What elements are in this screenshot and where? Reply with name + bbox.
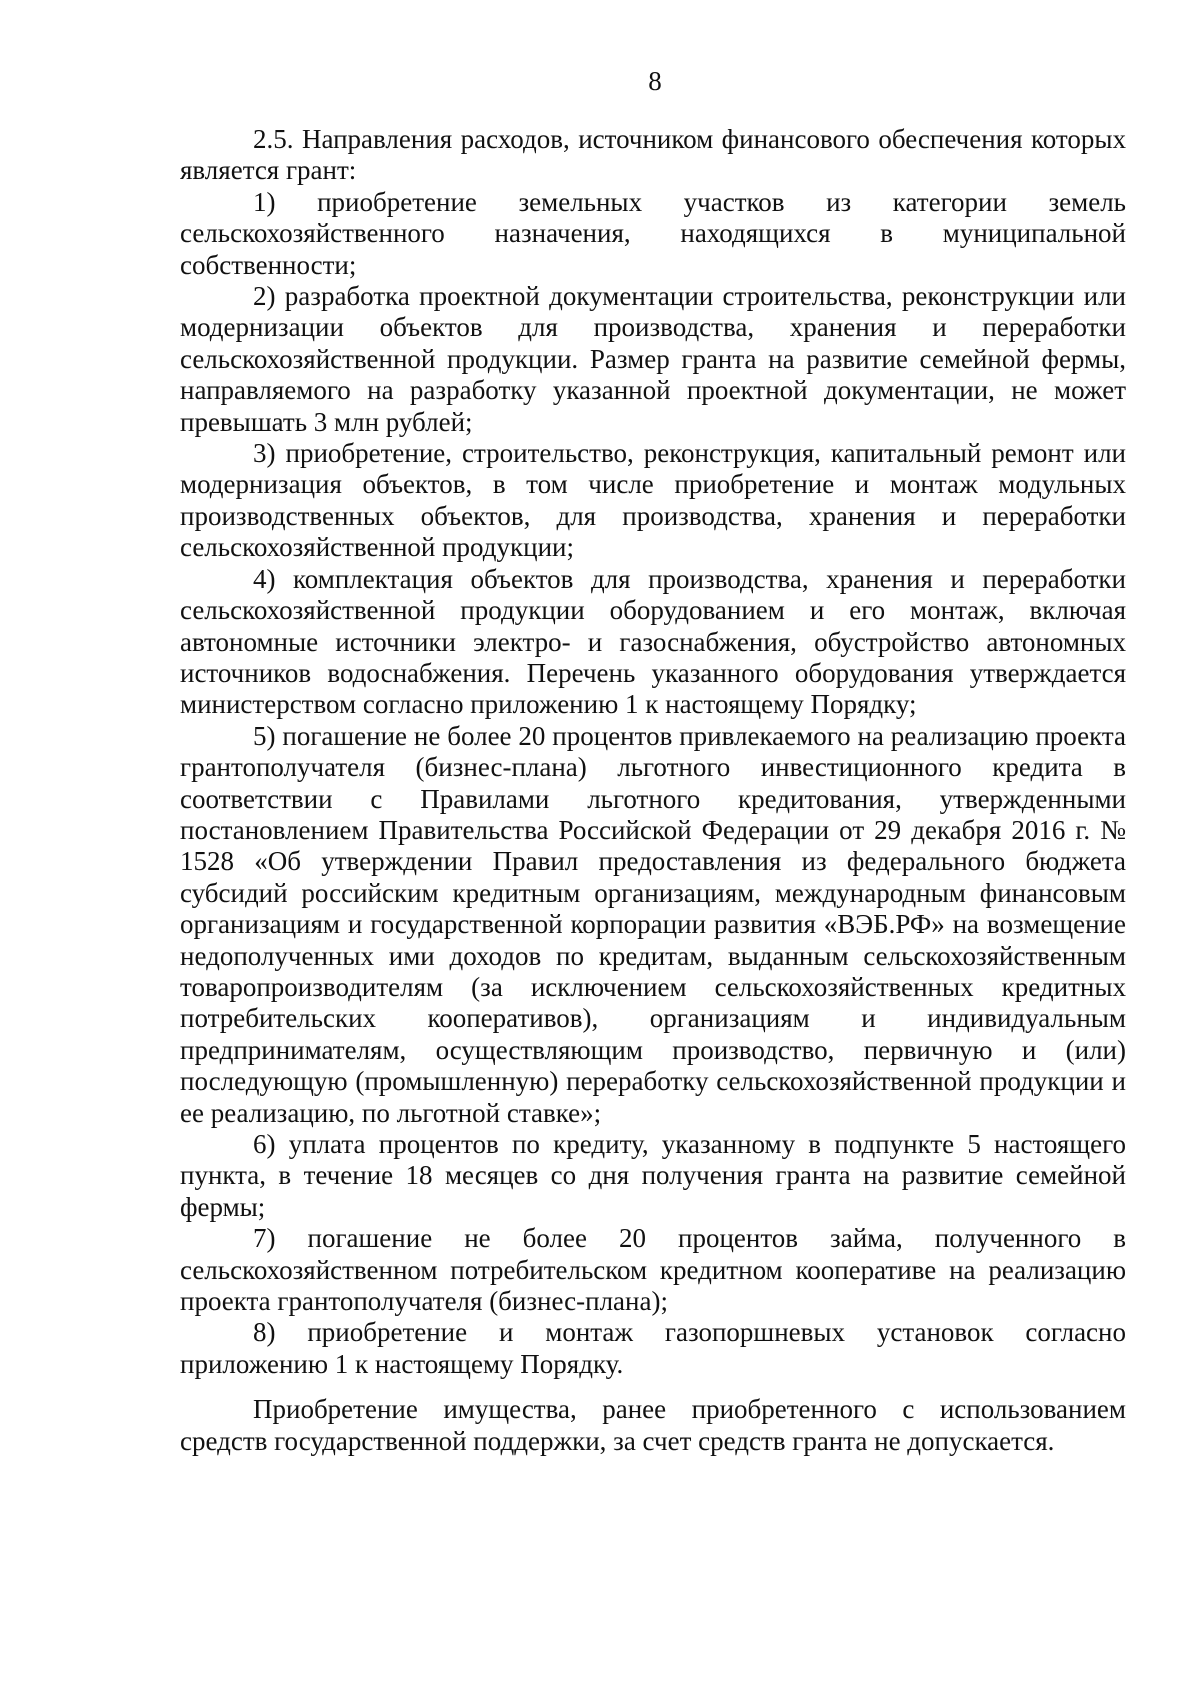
list-item-6: 6) уплата процентов по кредиту, указанному в подпункте 5 настоящего пункта, в течение 18 месяцев со дня получения гранта на развитие семейной фермы; — [180, 1129, 1126, 1222]
list-item-2: 2) разработка проектной документации строительства, реконструкции или модернизации объектов для производства, хранения и переработки сельскохозяйственной продукции. Размер гранта на развитие семейной фермы, направляемого на разработку указанной проектной документации, не может превышать 3 млн рублей; — [180, 281, 1126, 437]
list-item-8: 8) приобретение и монтаж газопоршневых установок согласно приложению 1 к настоящему Порядку. — [180, 1317, 1126, 1379]
page-number: 8 — [648, 66, 662, 96]
section-heading-2-5: 2.5. Направления расходов, источником финансового обеспечения которых является грант: — [180, 124, 1126, 186]
list-item-3: 3) приобретение, строительство, реконструкция, капитальный ремонт или модернизация объектов, в том числе приобретение и монтаж модульных производственных объектов, для производства, хранения и переработки сельскохозяйственной продукции; — [180, 438, 1126, 563]
list-item-5: 5) погашение не более 20 процентов привлекаемого на реализацию проекта грантополучателя (бизнес-плана) льготного инвестиционного кредита в соответствии с Правилами льготного кредитования, утвержденными постановлением Правительства Российской Федерации от 29 декабря 2016 г. № 1528 «Об утверждении Правил предоставления из федерального бюджета субсидий российским кредитным организациям, международным финансовым организациям и государственной корпорации развития «ВЭБ.РФ» на возмещение недополученных ими доходов по кредитам, выданным сельскохозяйственным товаропроизводителям (за исключением сельскохозяйственных кредитных потребительских кооперативов), организациям и индивидуальным предпринимателям, осуществляющим производство, первичную и (или) последующую (промышленную) переработку сельскохозяйственной продукции и ее реализацию, по льготной ставке»; — [180, 720, 1126, 1128]
closing-paragraph: Приобретение имущества, ранее приобретенного с использованием средств государственной поддержки, за счет средств гранта не допускается. — [180, 1394, 1126, 1456]
list-item-7: 7) погашение не более 20 процентов займа, полученного в сельскохозяйственном потребительском кредитном кооперативе на реализацию проекта грантополучателя (бизнес-плана); — [180, 1223, 1126, 1317]
list-item-4: 4) комплектация объектов для производства, хранения и переработки сельскохозяйственной продукции оборудованием и его монтаж, включая автономные источники электро- и газоснабжения, обустройство автономных источников водоснабжения. Перечень указанного оборудования утверждается министерством согласно приложению 1 к настоящему Порядку; — [180, 563, 1126, 720]
list-item-1: 1) приобретение земельных участков из категории земель сельскохозяйственного назначения, находящихся в муниципальной собственности; — [180, 186, 1126, 280]
document-body — [180, 124, 1126, 1457]
